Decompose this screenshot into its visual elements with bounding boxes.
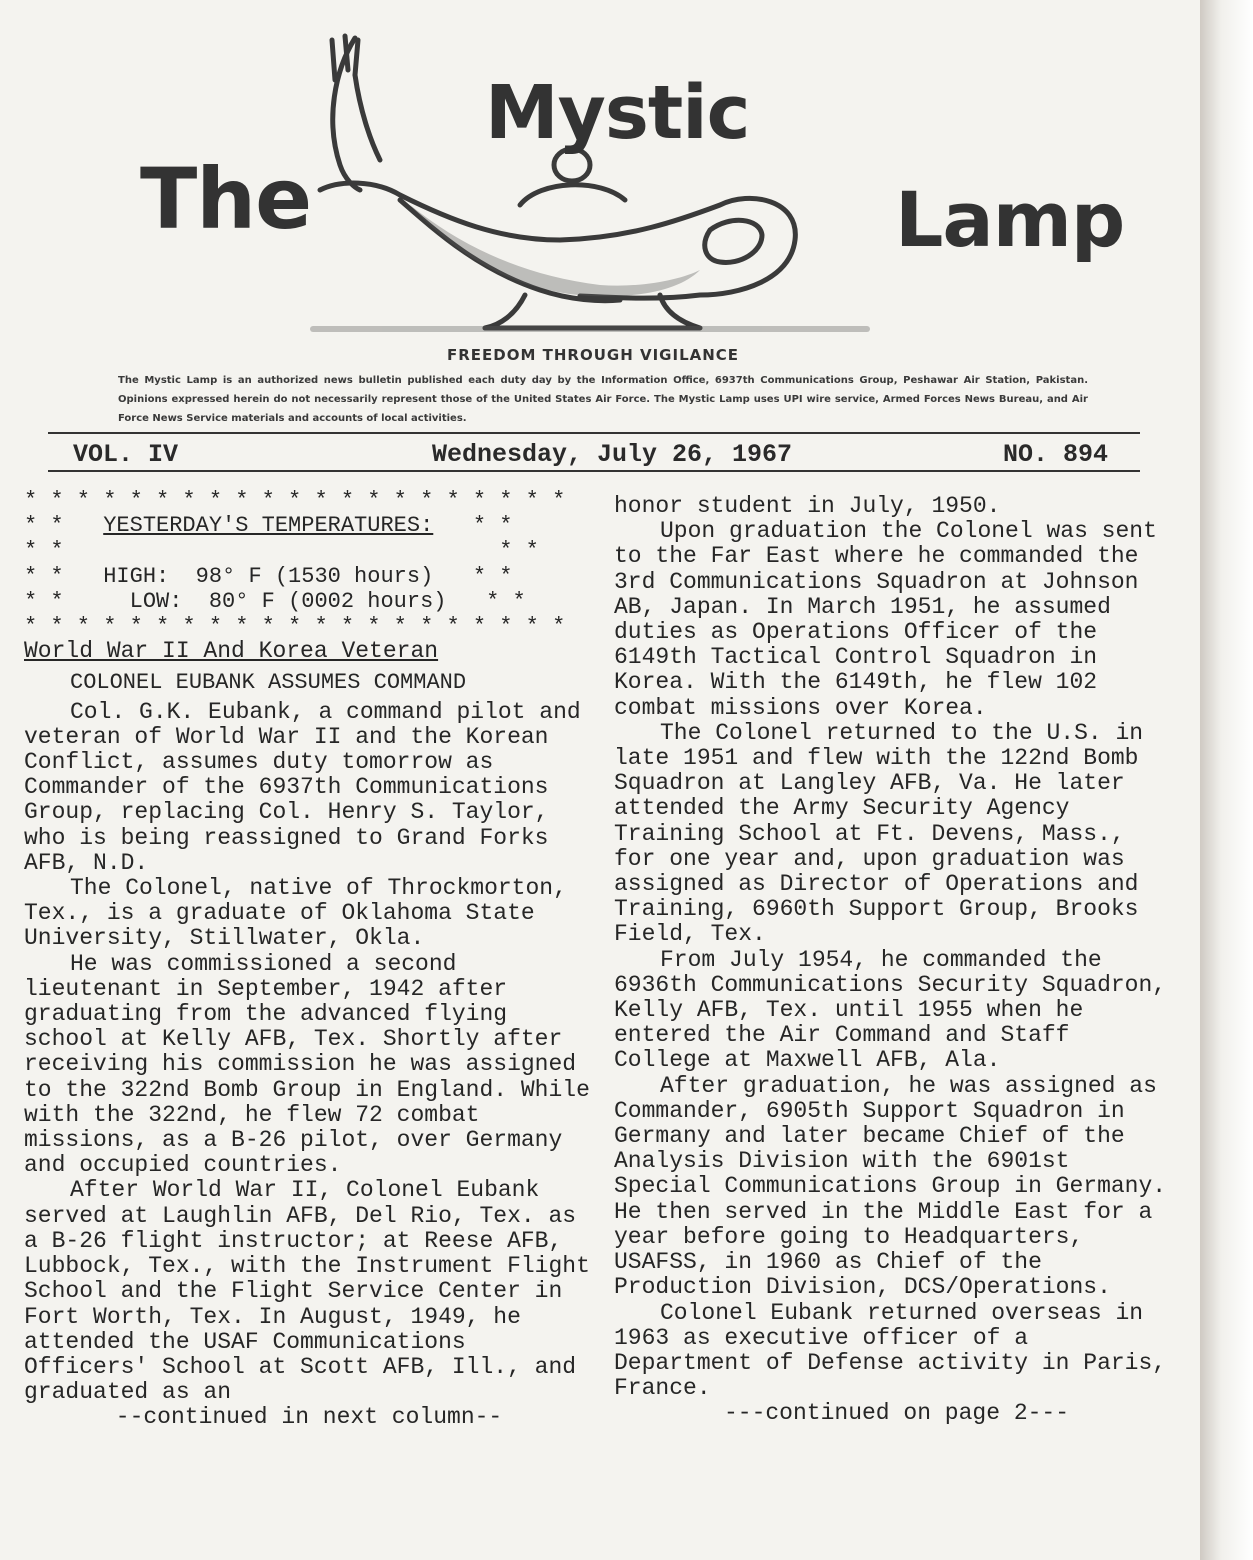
article-paragraph: The Colonel, native of Throckmorton, Tex., is a graduate of Oklahoma State University, Stillwater, Okla. (24, 875, 567, 952)
temperature-high: HIGH: 98° F (1530 hours) (103, 563, 434, 589)
continued-next-column: --continued in next column-- (115, 1404, 503, 1431)
continued-on-page-2: ---continued on page 2--- (723, 1400, 1070, 1427)
temperature-box-low-row: * * LOW: 80° F (0002 hours) * * (24, 588, 526, 614)
article-headline: COLONEL EUBANK ASSUMES COMMAND (70, 670, 467, 696)
masthead-lamp: Lamp (895, 175, 1125, 264)
masthead-mystic: Mystic (485, 70, 750, 156)
header-rule-top (48, 432, 1140, 434)
article-paragraph: After graduation, he was assigned as Commander, 6905th Support Squadron in Germany and later became Chief of the Analysis Division with the 6901st Special Communications Group in Germany. He then served in the Middle East for a year before going to Headquarters, USAFSS, in 1960 as Chief of the Production Division, DCS/Operations. (614, 1072, 1167, 1301)
temperature-box-high-row: * * HIGH: 98° F (1530 hours) * * (24, 563, 513, 589)
article-paragraph: The Colonel returned to the U.S. in late 1951 and flew with the 122nd Bomb Squadron at Langley AFB, Va. He later attended the Army Security Agency Training School at Ft. Devens, Mass., for one year and, upon graduation was assigned as Director of Operations and Training, 6960th Support Group, Brooks Field, Tex. (614, 719, 1144, 948)
issue-number: NO. 894 (1003, 440, 1109, 469)
header-rule-bottom (48, 470, 1140, 472)
left-column (24, 488, 594, 1431)
masthead-the: The (140, 150, 312, 248)
article-paragraph: From July 1954, he commanded the 6936th Communications Security Squadron, Kelly AFB, Tex. until 1955 when he entered the Air Command and Staff College at Maxwell AFB, Ala. (614, 946, 1167, 1074)
issue-date: Wednesday, July 26, 1967 (432, 440, 793, 469)
temperature-box-top-border: * * * * * * * * * * * * * * * * * * * * * (24, 488, 566, 513)
right-column (614, 494, 1179, 1427)
article-paragraph: He was commissioned a second lieutenant in September, 1942 after graduating from the advanced flying school at Kelly AFB, Tex. Shortly after receiving his commission he was assigned to the 322nd Bomb Group in England. While with the 322nd, he flew 72 combat missions, as a B-26 pilot, over Germany and occupied countries. (24, 950, 590, 1179)
page-edge (1200, 0, 1253, 1560)
temperature-box-bottom-border: * * * * * * * * * * * * * * * * * * * * * (24, 614, 566, 640)
article-paragraph: Col. G.K. Eubank, a command pilot and veteran of World War II and the Korean Conflict, assumes duty tomorrow as Commander of the 6937th Communications Group, replacing Col. Henry S. Taylor, who is being reassigned to Grand Forks AFB, N.D. (24, 698, 581, 876)
publication-statement: The Mystic Lamp is an authorized news bulletin published each duty day by the Information Office, 6937th Communications Group, Peshawar Air Station, Pakistan. Opinions expressed herein do not necessarily represent those of the United States Air Force. The Mystic Lamp uses UPI wire service, Armed Forces News Bureau, and Air Force News Service materials and accounts of local activities. (118, 375, 1088, 424)
article-kicker: World War II And Korea Veteran (24, 638, 439, 665)
article-paragraph: honor student in July, 1950. (614, 493, 1001, 519)
article-paragraph: Colonel Eubank returned overseas in 1963 as executive officer of a Department of Defense activity in Paris, France. (614, 1299, 1167, 1402)
article-paragraph: Upon graduation the Colonel was sent to the Far East where he commanded the 3rd Communications Squadron at Johnson AB, Japan. In March 1951, he assumed duties as Operations Officer of the 6149th Tactical Control Squadron in Korea. With the 6149th, he flew 102 combat missions over Korea. (614, 518, 1157, 721)
volume-label: VOL. IV (73, 440, 179, 469)
temperature-low: LOW: 80° F (0002 hours) (129, 588, 447, 614)
article-paragraph: After World War II, Colonel Eubank served at Laughlin AFB, Del Rio, Tex. as a B-26 flight instructor; at Reese AFB, Lubbock, Tex., with the Instrument Flight School and the Flight Service Center in Fort Worth, Tex. In August, 1949, he attended the USAF Communications Officers' School at Scott AFB, Ill., and graduated as an (24, 1177, 590, 1406)
motto: FREEDOM THROUGH VIGILANCE (447, 346, 740, 364)
temperature-box-blank-row: * * * * (24, 538, 539, 564)
temperature-box-title-row: * * YESTERDAY'S TEMPERATURES: * * (24, 513, 513, 539)
temperature-box-title: YESTERDAY'S TEMPERATURES: (103, 513, 434, 539)
